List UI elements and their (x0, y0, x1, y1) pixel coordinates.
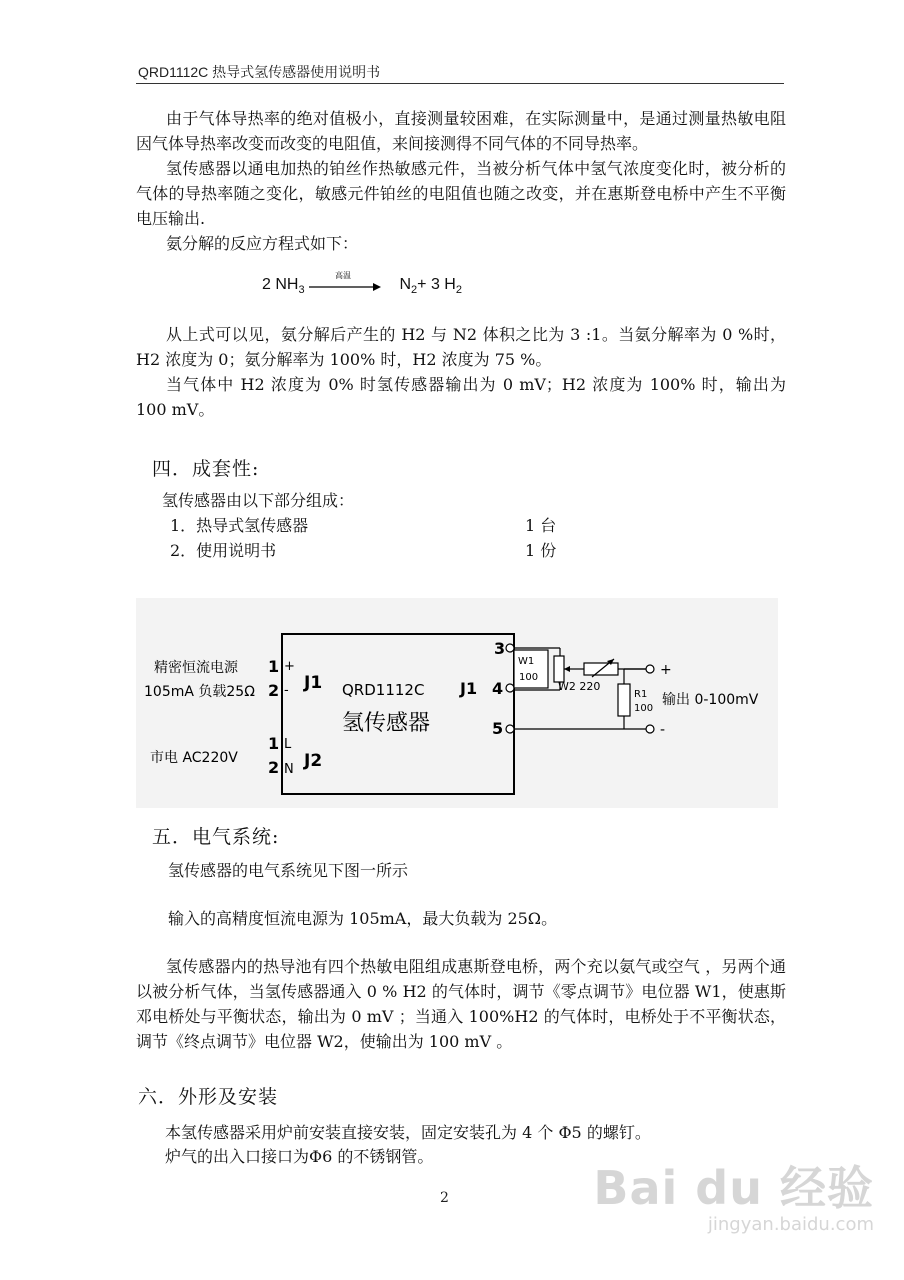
arrow-label: 高温 (335, 270, 352, 280)
j1-left-label: J1 (304, 673, 323, 693)
output-label: 输出 0-100mV (662, 692, 759, 708)
section-6-paragraph-2: 炉气的出入口接口为Φ6 的不锈钢管。 (165, 1147, 434, 1166)
pin3-label: 3 (494, 639, 506, 658)
output-minus-terminal (646, 725, 654, 733)
j1-right-label: J1 (460, 679, 478, 698)
arrow-icon (309, 280, 381, 294)
pin5-terminal (506, 725, 514, 733)
j1-pin2: 2 (268, 681, 280, 700)
page-number: 2 (440, 1190, 449, 1206)
parts-item-1-label: 1．热导式氢传感器 (170, 516, 309, 535)
section-5-paragraph-3: 氢传感器内的热导池有四个热敏电阻组成惠斯登电桥，两个充以氨气或空气 ，另两个通以被分析气体，当氢传感器通入 0 % H2 的气体时，调节《零点调节》电位器 W1，使惠斯邓电桥处与平衡状态，输出为 0 mV ；当通入 100%H2 的气体时，电桥处于不平衡状态，调节《终点调节》电位器 W2，使输出为 100 mV 。 (136, 957, 786, 1051)
parts-item-2-qty: 1 份 (525, 541, 557, 560)
pin4-label: 4 (492, 679, 504, 698)
section-6-paragraph-1: 本氢传感器采用炉前安装直接安装，固定安装孔为 4 个 Φ5 的螺钉。 (165, 1123, 651, 1142)
j2-pin1: 1 (268, 734, 280, 753)
section-4-intro: 氢传感器由以下部分组成： (162, 491, 355, 510)
equation-left-sub: 3 (298, 284, 305, 297)
analysis-paragraph-1: 从上式可以见，氨分解后产生的 H2 与 N2 体积之比为 3 :1。当氨分解率为 0 %时，H2 浓度为 0；氨分解率为 100% 时，H2 浓度为 75 %。 (136, 325, 786, 369)
section-5-paragraph-1: 氢传感器的电气系统见下图一所示 (168, 861, 409, 880)
r1-value: 100 (634, 703, 654, 714)
baidu-watermark (593, 1152, 874, 1235)
j1-minus: - (284, 683, 289, 698)
page-header-title: QRD1112C 热导式氢传感器使用说明书 (138, 64, 381, 80)
output-minus: - (660, 722, 666, 738)
source-label-1: 精密恒流电源 (154, 660, 238, 676)
pin5-label: 5 (492, 719, 504, 738)
header-divider (136, 83, 784, 84)
section-5-paragraph-2: 输入的高精度恒流电源为 105mA，最大负载为 25Ω。 (168, 909, 558, 928)
j2-pin2: 2 (268, 758, 280, 777)
w1-resistor (554, 656, 564, 682)
reaction-arrow (309, 270, 381, 292)
r1-label: R1 (634, 689, 648, 700)
output-plus: + (660, 662, 672, 678)
w1-label: W1 (518, 656, 535, 667)
equation-h-sub: 2 (455, 284, 462, 297)
parts-item-2-label: 2．使用说明书 (170, 541, 277, 560)
section-4-title: 四．成套性: (152, 458, 260, 480)
pin4-terminal (506, 684, 514, 692)
section-5-title: 五．电气系统: (152, 826, 280, 848)
intro-paragraph-3: 氨分解的反应方程式如下： (166, 234, 359, 253)
j2-l: L (284, 737, 292, 752)
intro-paragraph-2: 氢传感器以通电加热的铂丝作热敏感元件，当被分析气体中氢气浓度变化时，被分析的气体的导热率随之变化，敏感元件铂丝的电阻值也随之改变，并在惠斯登电桥中产生不平衡电压输出. (136, 159, 786, 228)
reaction-equation (262, 270, 462, 297)
j1-pin1: 1 (268, 657, 280, 676)
j1-plus: + (284, 659, 295, 674)
watermark-url: jingyan.baidu.com (707, 1214, 874, 1235)
source-label-2: 105mA 负载25Ω (144, 684, 255, 700)
pin3-terminal (506, 644, 514, 652)
analysis-paragraph-2: 当气体中 H2 浓度为 0% 时氢传感器输出为 0 mV；H2 浓度为 100% 时，输出为 100 mV。 (136, 375, 786, 419)
equation-plus-h: + 3 H (417, 276, 456, 293)
w2-label: W2 220 (558, 680, 601, 693)
intro-paragraph-1: 由于气体导热率的绝对值极小，直接测量较困难，在实际测量中，是通过测量热敏电阻因气体导热率改变而改变的电阻值，来间接测得不同气体的不同导热率。 (136, 109, 786, 153)
j2-label: J2 (304, 751, 323, 771)
mains-label: 市电 AC220V (150, 750, 238, 766)
wiring-diagram (136, 598, 778, 808)
section-6-title: 六．外形及安装 (138, 1086, 279, 1108)
device-name-label: 氢传感器 (342, 711, 431, 736)
equation-n: N (399, 276, 412, 293)
equation-left: 2 NH (262, 276, 299, 293)
w1-value: 100 (519, 672, 539, 683)
model-label: QRD1112C (342, 681, 425, 699)
wiring-diagram-svg (136, 598, 778, 808)
parts-item-1-qty: 1 台 (525, 516, 557, 535)
watermark-brand: Bai du 经验 (593, 1161, 874, 1215)
equation-n-sub: 2 (411, 284, 418, 297)
j2-n: N (284, 762, 294, 777)
r1-resistor (618, 684, 630, 716)
output-plus-terminal (646, 665, 654, 673)
